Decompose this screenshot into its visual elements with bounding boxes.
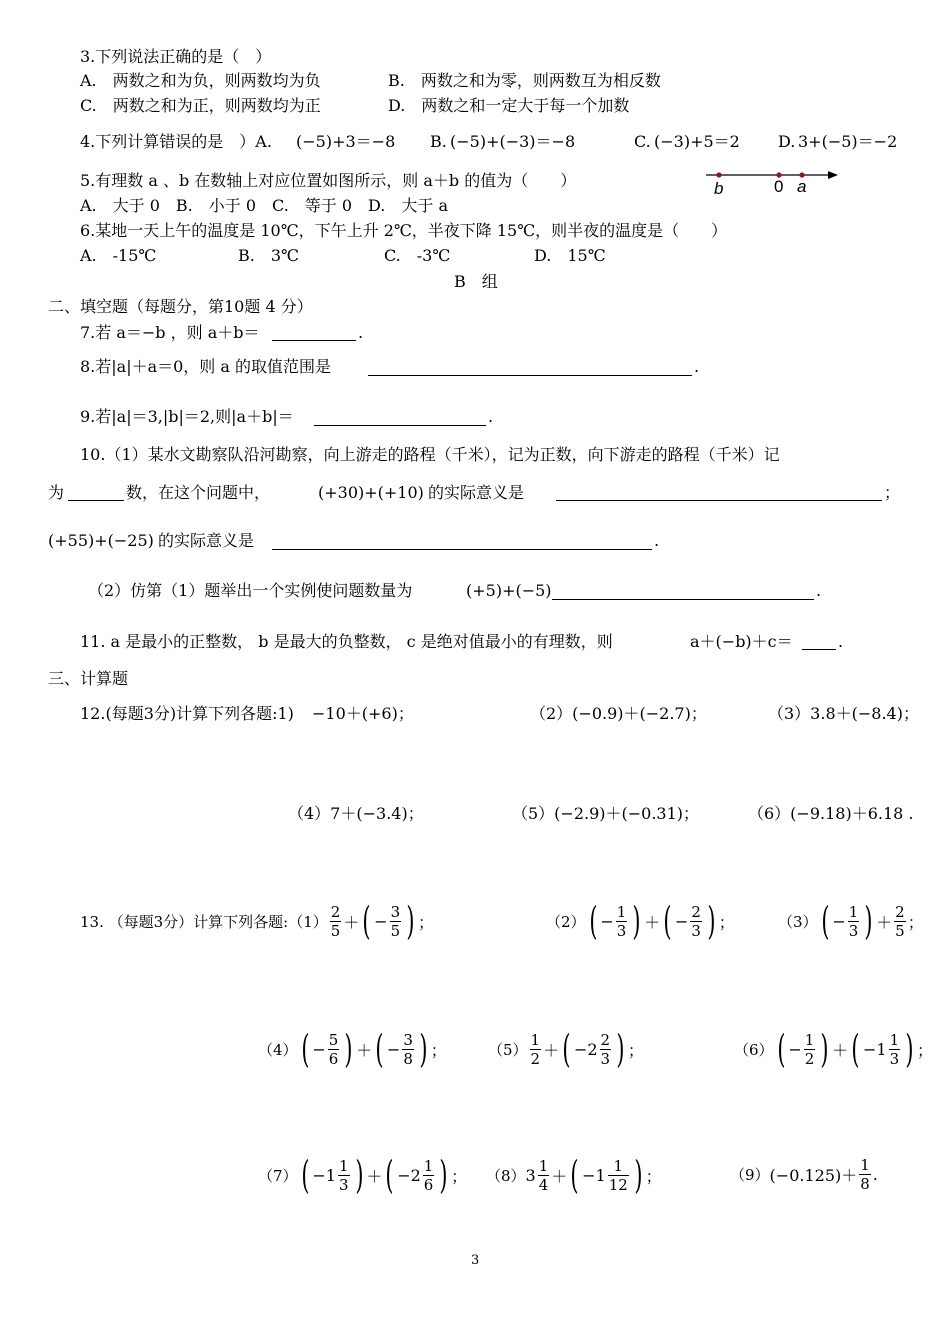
fraction: $\frac{2}{5}$ (330, 902, 341, 940)
q10-meaning1-blank[interactable] (556, 500, 882, 501)
q3-stem: 3.下列说法正确的是（ ） (80, 47, 272, 66)
q10-line3-a: 的实际意义是 (158, 531, 255, 550)
axis-label-zero: 0 (774, 177, 784, 196)
q4-option-b: (−5)+(−3)＝−8 (450, 132, 576, 151)
q10-line1: 10.（1）某水文勘察队沿河勘察，向上游走的路程（千米），记为正数，向下游走的路程（千米）记 (80, 445, 780, 464)
q10-line2-end: ； (884, 483, 901, 502)
fill-section-heading: 二、填空题（每题分，第10题 4 分） (48, 297, 313, 316)
q6-option-c: C. -3℃ (384, 246, 451, 265)
q13-item-6: （6） ( − $\frac{1}{2}$ ) ＋ ( − 1 $\frac{1}{3}$ ) ； (734, 1027, 933, 1071)
q11-text: 11. a 是最小的正整数， b 是最大的负整数， c 是绝对值最小的有理数，则 (80, 632, 613, 651)
q10-line2-a: 为 (48, 483, 65, 502)
q12-item-4: （4）7＋(−3.4)； (288, 804, 424, 823)
q4-option-c-label: C. (634, 132, 651, 151)
q13-item-9: （9） (−0.125)＋ $\frac{1}{8}$ . (730, 1156, 878, 1193)
q10-line2-c: 的实际意义是 (428, 483, 525, 502)
q13-item-3: （3） ( − $\frac{1}{3}$ ) ＋ $\frac{2}{5}$ ； (778, 899, 924, 943)
q3-option-c: C. 两数之和为正，则两数均为正 (80, 96, 321, 115)
q6-stem: 6.某地一天上午的温度是 10℃，下午上升 2℃，半夜下降 15℃，则半夜的温度是（ ） (80, 221, 728, 240)
q5-options: A. 大于 0 B. 小于 0 C. 等于 0 D. 大于 a (80, 196, 449, 215)
q4-option-a: (−5)+3＝−8 (296, 132, 396, 151)
q6-option-a: A. -15℃ (80, 246, 157, 265)
q10-line2-b: 数，在这个问题中， (126, 483, 271, 502)
q13-item-7: （7） ( − 1 $\frac{1}{3}$ ) ＋ ( − 2 $\frac{1}{6}$ ) ； (258, 1153, 468, 1197)
q4-option-d-label: D. (778, 132, 796, 151)
q3-option-d: D. 两数之和一定大于每一个加数 (388, 96, 630, 115)
q11-answer-blank[interactable] (802, 649, 836, 650)
q7-answer-blank[interactable] (272, 340, 356, 341)
q3-option-b: B. 两数之和为零，则两数互为相反数 (388, 71, 661, 90)
q12-item-5: （5）(−2.9)＋(−0.31)； (512, 804, 700, 823)
q4-stem: 4.下列计算错误的是 ）A. (80, 132, 272, 151)
q6-option-b: B. 3℃ (238, 246, 299, 265)
q13-item-4: （4） ( − $\frac{5}{6}$ ) ＋ ( − $\frac{3}{8}$ ) ； (258, 1027, 447, 1071)
q10-meaning2-blank[interactable] (272, 549, 652, 550)
q12-item-2: （2）(−0.9)＋(−2.7)； (530, 704, 707, 723)
q12-item-1: −10＋(+6)； (312, 704, 414, 723)
q8-text: 8.若|a|＋a＝0，则 a 的取值范围是 (80, 357, 332, 376)
group-b-title: B 组 (454, 272, 498, 291)
q10-expr2: (+55)+(−25) (48, 531, 154, 550)
q3-option-a: A. 两数之和为负，则两数均为负 (80, 71, 321, 90)
q9-text: 9.若|a|＝3,|b|＝2,则|a＋b|＝ (80, 407, 294, 426)
axis-label-b: b (714, 179, 724, 198)
q8-end: . (694, 357, 700, 376)
q10-expr1: (+30)+(+10) (318, 483, 424, 502)
q4-option-d: 3+(−5)＝−2 (798, 132, 898, 151)
page-number: 3 (471, 1253, 480, 1268)
q11-expr: a＋(−b)＋c＝ (690, 632, 793, 651)
q13-item-8: （8） 3 $\frac{1}{4}$ ＋ ( − 1 $\frac{1}{12}$ ) ； (486, 1153, 662, 1197)
axis-label-a: a (797, 177, 807, 196)
q9-end: . (488, 407, 494, 426)
q13-item-1: 13. （每题3分）计算下列各题:（1） $\frac{2}{5}$ ＋ ( − $\frac{3}{5}$ ) ； (80, 899, 434, 943)
q13-item-5: （5） $\frac{1}{2}$ ＋ ( − 2 $\frac{2}{3}$ ) ； (488, 1027, 644, 1071)
q5-stem: 5.有理数 a 、b 在数轴上对应位置如图所示，则 a＋b 的值为（ ） (80, 171, 577, 190)
q4-option-b-label: B. (430, 132, 447, 151)
q6-option-d: D. 15℃ (534, 246, 606, 265)
q12-item-6: （6）(−9.18)＋6.18 . (748, 804, 914, 823)
q7-text: 7.若 a＝−b ，则 a＋b＝ (80, 323, 260, 342)
q10-line3-end: . (654, 531, 660, 550)
fraction: $\frac{3}{5}$ (390, 902, 401, 940)
q9-answer-blank[interactable] (314, 425, 486, 426)
q8-answer-blank[interactable] (368, 375, 692, 376)
q11-end: . (838, 632, 844, 651)
q4-option-c: (−3)+5＝2 (654, 132, 740, 151)
q7-end: . (358, 323, 364, 342)
q10-part2-blank[interactable] (552, 599, 814, 600)
q12-stem: 12.(每题3分)计算下列各题:1) (80, 704, 294, 723)
q13-stem: 13. （每题3分）计算下列各题:（1） (80, 912, 328, 931)
calc-section-heading: 三、计算题 (48, 669, 129, 688)
q10-part2-text: （2）仿第（1）题举出一个实例使问题数量为 (88, 581, 413, 600)
q10-sign-blank[interactable] (68, 500, 124, 501)
q10-part2-expr: (+5)+(−5) (466, 581, 552, 600)
q10-part2-end: . (816, 581, 822, 600)
q12-item-3: （3）3.8＋(−8.4)； (768, 704, 919, 723)
q13-item-2: （2） ( − $\frac{1}{3}$ ) ＋ ( − $\frac{2}{3}$ ) ； (546, 899, 735, 943)
